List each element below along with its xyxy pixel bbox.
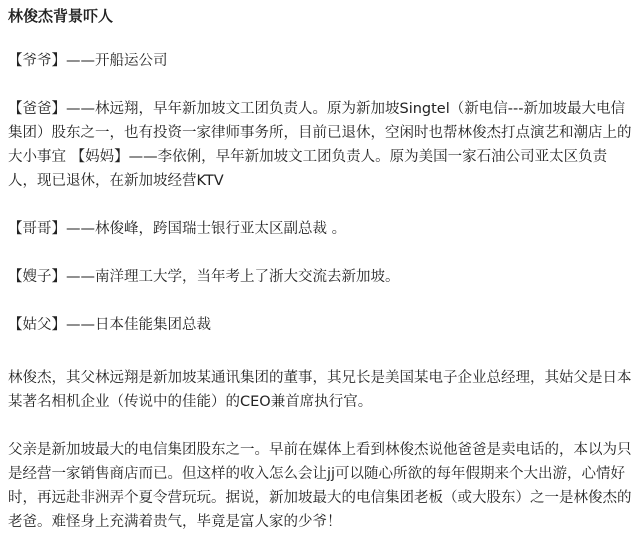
paragraph-father-details: 父亲是新加坡最大的电信集团股东之一。早前在媒体上看到林俊杰说他爸爸是卖电话的，本以为只是经营一家销售商店而已。但这样的收入怎么会让jj可以随心所欲的每年假期来个大出游，心情好时，再远赴非洲弄个夏令营玩玩。据说，新加坡最大的电信集团老板（或大股东）之一是林俊杰的老爸。难怪身上充满着贵气，毕竟是富人家的少爷！: [8, 442, 632, 530]
paragraph-brother: 【哥哥】——林俊峰，跨国瑞士银行亚太区副总裁 。: [8, 221, 347, 237]
paragraph-uncle: 【姑父】——日本佳能集团总裁: [8, 317, 211, 333]
paragraph-summary: 林俊杰，其父林远翔是新加坡某通讯集团的董事，其兄长是美国某电子企业总经理，其姑父是日本某著名相机企业（传说中的佳能）的CEO兼首席执行官。: [8, 370, 632, 410]
article-title: 林俊杰背景吓人: [8, 7, 114, 25]
paragraph-grandfather: 【爷爷】——开船运公司: [8, 53, 168, 69]
paragraph-sister-in-law: 【嫂子】——南洋理工大学，当年考上了浙大交流去新加坡。: [8, 269, 400, 285]
paragraph-parents: 【爸爸】——林远翔，早年新加坡文工团负责人。原为新加坡Singtel（新电信---新加坡最大电信集团）股东之一，也有投资一家律师事务所，目前已退休，空闲时也帮林俊杰打点演艺和潮店上的大小事宜 【妈妈】——李依俐，早年新加坡文工团负责人。原为美国一家石油公司亚太区负责人，现已退休，在新加坡经营KTV: [8, 101, 632, 189]
